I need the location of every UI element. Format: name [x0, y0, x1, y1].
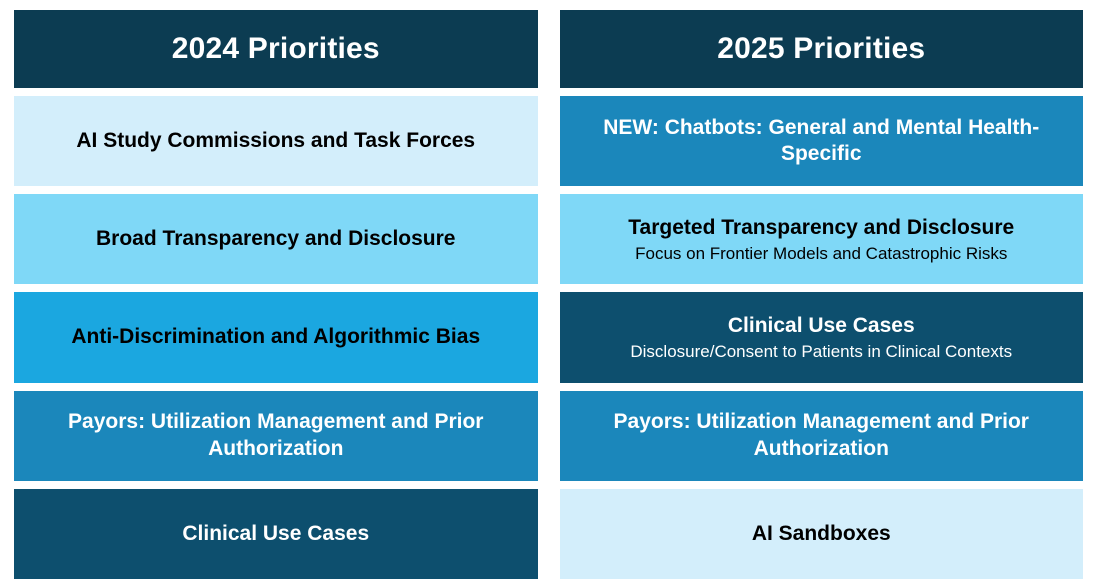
priority-cell	[14, 292, 538, 382]
priority-cell	[14, 391, 538, 481]
priority-title: Anti-Discrimination and Algorithmic Bias	[71, 325, 481, 349]
priority-title: Clinical Use Cases	[182, 521, 370, 545]
priority-cell	[14, 489, 538, 579]
priority-subtitle: Disclosure/Consent to Patients in Clinical Contexts	[630, 342, 1013, 361]
column-header-2025: 2025 Priorities	[560, 10, 1084, 88]
priority-cell	[560, 194, 1084, 284]
priority-cell	[560, 96, 1084, 186]
priority-title: Payors: Utilization Management and Prior Authorization	[613, 410, 1029, 460]
priority-title: NEW: Chatbots: General and Mental Health-Specific	[603, 115, 1040, 166]
priority-title: AI Study Commissions and Task Forces	[76, 128, 476, 152]
priority-cell	[560, 391, 1084, 481]
column-2024-priorities	[14, 10, 538, 579]
priority-cell	[560, 292, 1084, 382]
priority-cell	[14, 194, 538, 284]
priority-cell	[560, 489, 1084, 579]
priority-subtitle: Focus on Frontier Models and Catastrophic Risks	[635, 243, 1008, 263]
priority-title: Targeted Transparency and Disclosure	[628, 215, 1015, 239]
priority-title: AI Sandboxes	[751, 521, 891, 545]
column-header-2024: 2024 Priorities	[14, 10, 538, 88]
priority-title: Payors: Utilization Management and Prior Authorization	[68, 410, 484, 460]
column-2025-priorities	[560, 10, 1084, 579]
priority-title: Broad Transparency and Disclosure	[96, 227, 456, 251]
priority-cell	[14, 96, 538, 186]
priority-title: Clinical Use Cases	[727, 313, 915, 337]
